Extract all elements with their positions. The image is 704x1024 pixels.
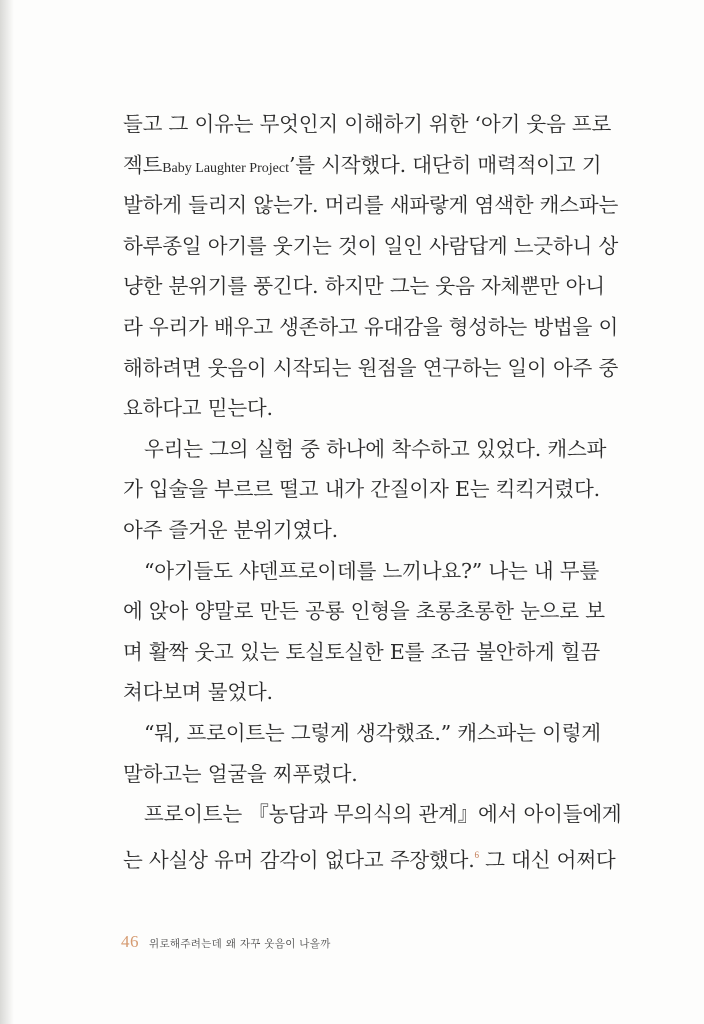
text-line: 쳐다보며 물었다. — [123, 680, 273, 705]
page-footer — [121, 932, 331, 956]
text-line — [123, 835, 616, 876]
text-span: 는 사실상 유머 감각이 없다고 주장했다. — [123, 847, 475, 872]
text-line: 프로이트는 『농담과 무의식의 관계』에서 아이들에게 — [144, 802, 622, 827]
text-span: 젝트 — [123, 152, 163, 177]
text-line: “아기들도 샤덴프로이데를 느끼나요?” 나는 내 무릎 — [144, 558, 599, 583]
text-span: ’를 시작했다. 대단히 매력적이고 기 — [288, 152, 602, 177]
text-line: 냥한 분위기를 풍긴다. 하지만 그는 웃음 자체뿐만 아니 — [123, 274, 605, 299]
page-gutter-shadow — [0, 0, 14, 1024]
text-line: 며 활짝 웃고 있는 토실토실한 E를 조금 불안하게 힐끔 — [123, 639, 600, 664]
text-line: 하루종일 아기를 웃기는 것이 일인 사람답게 느긋하니 상 — [123, 233, 619, 258]
english-term: Baby Laughter Project — [162, 160, 289, 176]
text-line: 가 입술을 부르르 떨고 내가 간질이자 E는 킥킥거렸다. — [123, 477, 600, 502]
text-line: 발하게 들리지 않는가. 머리를 새파랗게 염색한 캐스파는 — [123, 193, 619, 218]
text-line — [123, 145, 607, 186]
text-line: 우리는 그의 실험 중 하나에 착수하고 있었다. 캐스파 — [144, 436, 607, 461]
running-title: 위로해주려는데 왜 자꾸 웃음이 나올까 — [149, 938, 331, 950]
text-line: 해하려면 웃음이 시작되는 원점을 연구하는 일이 아주 중 — [123, 355, 619, 380]
text-line: 말하고는 얼굴을 찌푸렸다. — [123, 761, 358, 786]
text-line: 아주 즐거운 분위기였다. — [123, 517, 338, 542]
text-line: 요하다고 믿는다. — [123, 396, 273, 421]
text-span: 그 대신 어쩌다 — [478, 847, 616, 872]
text-line: 들고 그 이유는 무엇인지 이해하기 위한 ‘아기 웃음 프로 — [123, 112, 612, 136]
page-number: 46 — [121, 932, 139, 951]
text-line: “뭐, 프로이트는 그렇게 생각했죠.” 캐스파는 이렇게 — [144, 720, 601, 745]
footnote-marker: 6 — [474, 849, 479, 860]
body-text — [123, 104, 622, 875]
text-line: 라 우리가 배우고 생존하고 유대감을 형성하는 방법을 이 — [123, 314, 619, 339]
text-line: 에 앉아 양말로 만든 공룡 인형을 초롱초롱한 눈으로 보 — [123, 599, 605, 624]
